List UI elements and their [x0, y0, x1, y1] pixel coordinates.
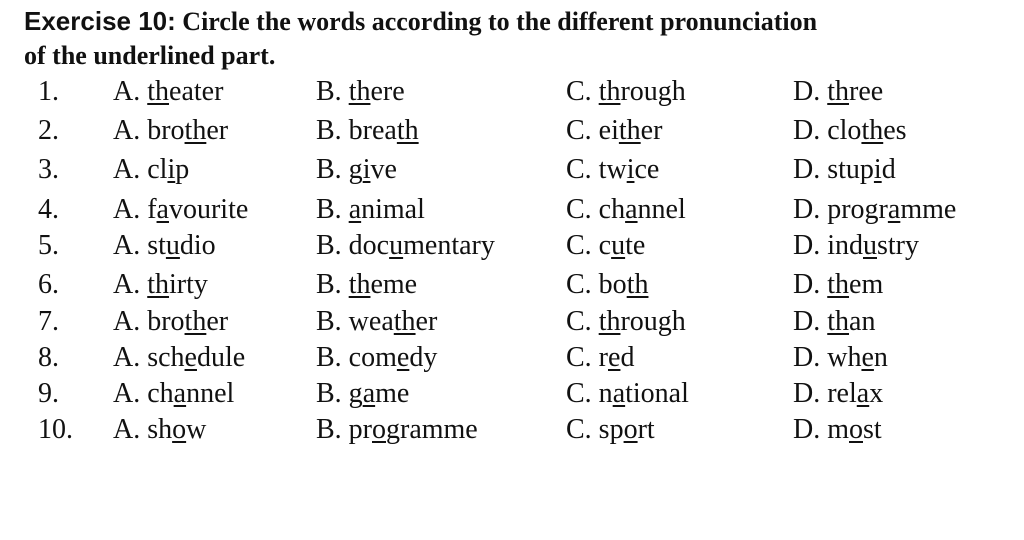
- question-number: 9.: [38, 378, 59, 409]
- option-a[interactable]: A. studio: [113, 230, 216, 261]
- underlined-part: u: [863, 230, 877, 261]
- option-c[interactable]: C. through: [566, 306, 686, 337]
- underlined-part: th: [147, 76, 170, 107]
- underlined-part: th: [827, 76, 850, 107]
- underlined-part: a: [612, 378, 626, 409]
- question-row: [0, 340, 1024, 376]
- question-number: 6.: [38, 269, 59, 300]
- underlined-part: a: [173, 378, 187, 409]
- underlined-part: o: [172, 414, 187, 445]
- underlined-part: o: [849, 414, 863, 445]
- option-b[interactable]: B. game: [316, 378, 410, 409]
- underlined-part: i: [167, 154, 176, 185]
- question-row: [0, 412, 1024, 448]
- underlined-part: th: [618, 115, 641, 146]
- option-a[interactable]: A. show: [113, 414, 207, 445]
- underlined-part: th: [861, 115, 884, 146]
- option-d[interactable]: D. than: [793, 306, 876, 337]
- question-number: 7.: [38, 306, 59, 337]
- exercise-title-line-2: of the underlined part.: [24, 41, 276, 70]
- question-number: 4.: [38, 194, 59, 225]
- option-d[interactable]: D. when: [793, 342, 888, 373]
- underlined-part: th: [147, 269, 170, 300]
- option-d[interactable]: D. industry: [793, 230, 919, 261]
- option-c[interactable]: C. channel: [566, 194, 686, 225]
- underlined-part: th: [396, 115, 419, 146]
- underlined-part: a: [156, 194, 169, 225]
- underlined-part: th: [348, 269, 371, 300]
- underlined-part: a: [856, 378, 870, 409]
- question-row: [0, 228, 1024, 264]
- underlined-part: th: [598, 306, 621, 337]
- underlined-part: a: [625, 194, 638, 225]
- option-c[interactable]: C. red: [566, 342, 635, 373]
- question-number: 3.: [38, 154, 59, 185]
- option-a[interactable]: A. brother: [113, 306, 229, 337]
- underlined-part: o: [372, 414, 386, 445]
- underlined-part: th: [598, 76, 621, 107]
- option-c[interactable]: C. either: [566, 115, 663, 146]
- question-row: [0, 152, 1024, 188]
- option-a[interactable]: A. theater: [113, 76, 224, 107]
- option-c[interactable]: C. twice: [566, 154, 660, 185]
- question-row: [0, 304, 1024, 340]
- option-b[interactable]: B. animal: [316, 194, 425, 225]
- option-c[interactable]: C. cute: [566, 230, 646, 261]
- option-b[interactable]: B. weather: [316, 306, 438, 337]
- exercise-label: Exercise 10:: [24, 6, 176, 36]
- option-a[interactable]: A. thirty: [113, 269, 208, 300]
- underlined-part: i: [626, 154, 635, 185]
- option-a[interactable]: A. schedule: [113, 342, 246, 373]
- question-row: [0, 74, 1024, 110]
- option-b[interactable]: B. give: [316, 154, 397, 185]
- underlined-part: e: [396, 342, 410, 373]
- underlined-part: th: [626, 269, 649, 300]
- option-b[interactable]: B. documentary: [316, 230, 495, 261]
- underlined-part: u: [389, 230, 404, 261]
- option-c[interactable]: C. national: [566, 378, 689, 409]
- question-row: [0, 267, 1024, 303]
- underlined-part: th: [184, 115, 207, 146]
- underlined-part: a: [348, 194, 362, 225]
- option-a[interactable]: A. brother: [113, 115, 229, 146]
- option-d[interactable]: D. three: [793, 76, 884, 107]
- underlined-part: i: [362, 154, 371, 185]
- option-c[interactable]: C. both: [566, 269, 649, 300]
- option-c[interactable]: C. through: [566, 76, 686, 107]
- option-d[interactable]: D. stupid: [793, 154, 896, 185]
- underlined-part: th: [348, 76, 371, 107]
- option-d[interactable]: D. programme: [793, 194, 957, 225]
- question-row: [0, 192, 1024, 228]
- underlined-part: th: [184, 306, 207, 337]
- underlined-part: u: [165, 230, 180, 261]
- exercise-title-line-1: [24, 6, 817, 37]
- question-row: [0, 376, 1024, 412]
- question-number: 1.: [38, 76, 59, 107]
- underlined-part: a: [362, 378, 376, 409]
- option-a[interactable]: A. channel: [113, 378, 235, 409]
- option-d[interactable]: D. clothes: [793, 115, 907, 146]
- option-c[interactable]: C. sport: [566, 414, 655, 445]
- option-b[interactable]: B. breath: [316, 115, 419, 146]
- question-row: [0, 113, 1024, 149]
- option-a[interactable]: A. clip: [113, 154, 190, 185]
- underlined-part: a: [887, 194, 901, 225]
- option-b[interactable]: B. theme: [316, 269, 418, 300]
- underlined-part: o: [623, 414, 638, 445]
- underlined-part: th: [827, 306, 850, 337]
- question-number: 8.: [38, 342, 59, 373]
- option-d[interactable]: D. them: [793, 269, 884, 300]
- underlined-part: th: [827, 269, 850, 300]
- option-d[interactable]: D. relax: [793, 378, 884, 409]
- question-number: 5.: [38, 230, 59, 261]
- option-d[interactable]: D. most: [793, 414, 882, 445]
- option-a[interactable]: A. favourite: [113, 194, 249, 225]
- underlined-part: u: [611, 230, 626, 261]
- exercise-instruction: Circle the words according to the different pronunciation: [175, 7, 818, 36]
- option-b[interactable]: B. comedy: [316, 342, 438, 373]
- underlined-part: e: [184, 342, 197, 373]
- question-number: 2.: [38, 115, 59, 146]
- underlined-part: th: [393, 306, 416, 337]
- underlined-part: e: [861, 342, 874, 373]
- underlined-part: e: [608, 342, 621, 373]
- option-b[interactable]: B. there: [316, 76, 405, 107]
- option-b[interactable]: B. programme: [316, 414, 478, 445]
- underlined-part: i: [873, 154, 882, 185]
- question-number: 10.: [38, 414, 73, 445]
